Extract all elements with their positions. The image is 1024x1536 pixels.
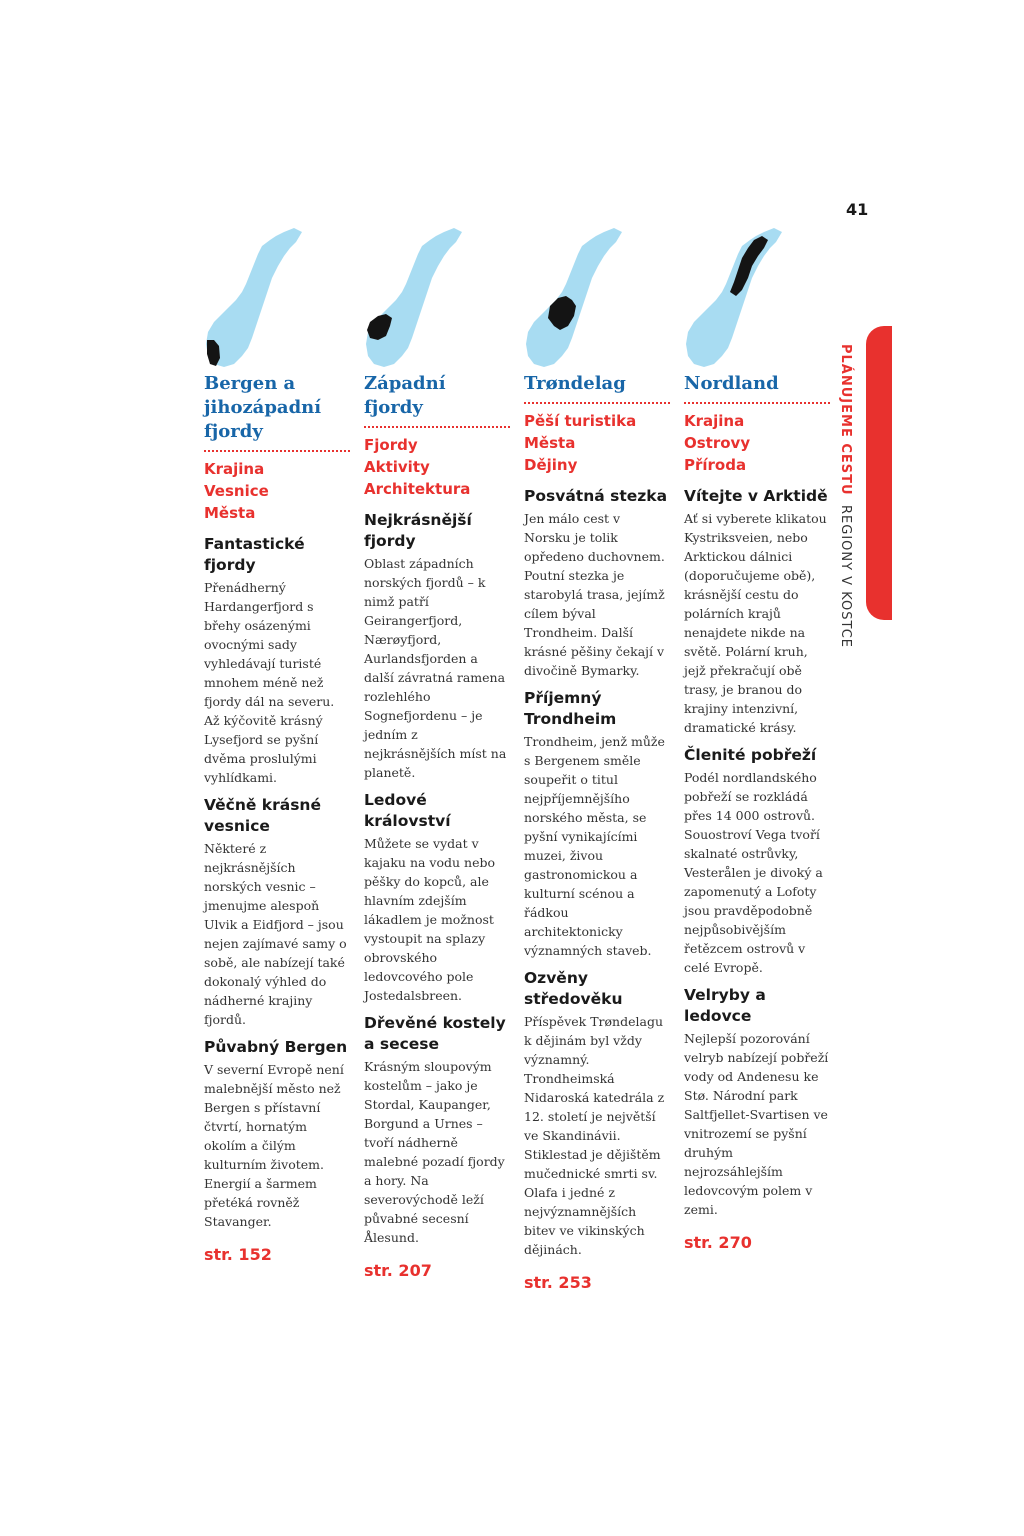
side-tab-subtitle: REGIONY V KOSTCE: [838, 504, 853, 648]
region-tag: Vesnice: [204, 482, 269, 500]
section-body: Podél nordlandského pobřeží se rozkládá přes 14 000 ostrovů. Souostroví Vega tvoří skalnaté ostrůvky, Vesterålen je divoký a zapomenutý a Lofoty jsou pravděpodobně nejpůsobivějším řetězcem ostrovů v celé Evropě.: [684, 770, 823, 975]
region-tags: [204, 458, 350, 524]
region-tag: Města: [524, 434, 576, 452]
norway-map-west-icon: [364, 226, 464, 368]
region-column: [364, 226, 510, 1280]
region-tag: Krajina: [684, 412, 745, 430]
side-tab-title: PLÁNUJEME CESTU: [838, 344, 853, 496]
section-body: Trondheim, jenž může s Bergenem směle soupeřit o titul nejpříjemnějšího norského města, se pyšní vynikajícími muzei, živou gastronomickou a kulturní scénou a řádkou architektonicky významných staveb.: [524, 734, 665, 958]
region-title: Trøndelag: [524, 373, 626, 394]
section-body: Ať si vyberete klikatou Kystriksveien, nebo Arktickou dálnici (doporučujeme obě), krásnější cestu do polárních krajů nenajdete nikde na světě. Polární kruh, jejž překračují obě trasy, je branou do krajiny intenzivní, dramatické krásy.: [684, 511, 827, 735]
side-tab-text: [838, 344, 853, 648]
page-reference: str. 207: [364, 1261, 432, 1280]
page-reference: str. 152: [204, 1245, 272, 1264]
section-body: V severní Evropě není malebnější město než Bergen s přístavní čtvrtí, hornatým okolím a čilým kulturním životem. Energií a šarmem přetéká rovněž Stavanger.: [204, 1062, 344, 1229]
section-body: Příspěvek Trøndelagu k dějinám byl vždy významný. Trondheimská Nidaroská katedrála z 12. století je největší ve Skandinávii. Stiklestad je dějištěm mučednické smrti sv. Olafa i jedné z nejvýznamnějších bitev ve vikinských dějinách.: [524, 1014, 665, 1257]
section-title: Velryby a ledovce: [684, 986, 766, 1025]
region-tag: Aktivity: [364, 458, 430, 476]
section-title: Příjemný Trondheim: [524, 689, 617, 728]
norway-map-southwest-icon: [204, 226, 304, 368]
region-tags: [524, 410, 670, 476]
section-body: Přenádherný Hardangerfjord s břehy osázenými ovocnými sady vyhledávají turisté mnohem méně než fjordy dál na severu. Až kýčovitě krásný Lysefjord se pyšní dvěma proslulými vyhlídkami.: [204, 580, 335, 785]
section-body: Některé z nejkrásnějších norských vesnic – jmenujme alespoň Ulvik a Eidfjord – jsou nejen zajímavé samy o sobě, ale nabízejí také dokonalý výhled do nádherné krajiny fjordů.: [204, 841, 347, 1027]
section-title: Věčně krásné vesnice: [204, 796, 321, 835]
section-title: Vítejte v Arktidě: [684, 487, 828, 505]
section-title: Nejkrásnější fjordy: [364, 511, 472, 550]
norway-map-nordland-icon: [684, 226, 784, 368]
section-title: Fantastické fjordy: [204, 535, 305, 574]
region-tag: Architektura: [364, 480, 471, 498]
dotted-divider: [364, 426, 510, 428]
region-tag: Příroda: [684, 456, 747, 474]
region-tag: Ostrovy: [684, 434, 751, 452]
dotted-divider: [684, 402, 830, 404]
region-title: Bergen a jihozápadní fjordy: [204, 373, 322, 442]
region-tag: Dějiny: [524, 456, 578, 474]
region-column: [204, 226, 350, 1264]
section-title: Ledové království: [364, 791, 451, 830]
norway-map-trondelag-icon: [524, 226, 624, 368]
region-column: [524, 226, 670, 1292]
section-body: Můžete se vydat v kajaku na vodu nebo pěšky do kopců, ale hlavním zdejším lákadlem je možnost vystoupit na splazy obrovského ledovcového pole Jostedalsbreen.: [364, 836, 496, 1003]
section-body: Jen málo cest v Norsku je tolik opředeno duchovnem. Poutní stezka je starobylá trasa, jejímž cílem býval Trondheim. Další krásné pěšiny čekají v divočině Bymarky.: [524, 511, 665, 678]
section-body: Oblast západních norských fjordů – k nimž patří Geirangerfjord, Nærøyfjord, Aurlandsfjorden a další závratná ramena rozlehlého Sognefjordenu – je jedním z nejkrásnějších míst na planetě.: [364, 556, 507, 780]
page-number: 41: [846, 200, 869, 219]
page-reference: str. 253: [524, 1273, 592, 1292]
region-tag: Pěší turistika: [524, 412, 637, 430]
region-title: Nordland: [684, 373, 779, 394]
region-title: Západní fjordy: [364, 373, 446, 418]
section-title: Půvabný Bergen: [204, 1038, 348, 1056]
region-tags: [364, 434, 510, 500]
section-body: Nejlepší pozorování velryb nabízejí pobřeží vody od Andenesu ke Stø. Národní park Saltfjellet-Svartisen ve vnitrozemí se pyšní druhým nejrozsáhlejším ledovcovým polem v zemi.: [684, 1031, 829, 1217]
region-tag: Města: [204, 504, 256, 522]
dotted-divider: [524, 402, 670, 404]
region-tag: Krajina: [204, 460, 265, 478]
section-title: Posvátná stezka: [524, 487, 668, 505]
side-tab: [866, 326, 892, 620]
section-body: Krásným sloupovým kostelům – jako je Stordal, Kaupanger, Borgund a Urnes – tvoří nádherně malebné pozadí fjordy a hory. Na severovýchodě leží půvabné secesní Ålesund.: [364, 1059, 505, 1245]
section-title: Dřevěné kostely a secese: [364, 1014, 506, 1053]
section-title: Ozvěny středověku: [524, 969, 623, 1008]
region-column: [684, 226, 830, 1252]
section-title: Členité pobřeží: [684, 746, 817, 764]
region-tags: [684, 410, 830, 476]
page-reference: str. 270: [684, 1233, 752, 1252]
region-tag: Fjordy: [364, 436, 418, 454]
dotted-divider: [204, 450, 350, 452]
